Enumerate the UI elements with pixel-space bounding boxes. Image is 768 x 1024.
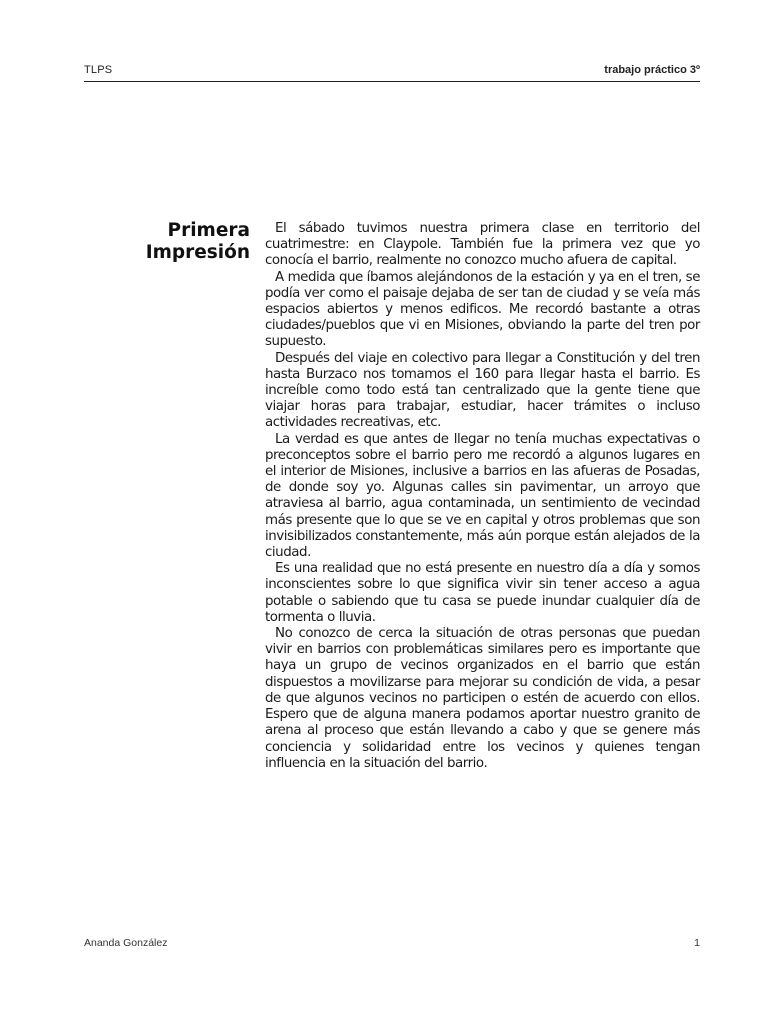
paragraph: El sábado tuvimos nuestra primera clase en territorio del cuatrimestre: en Claypole. También fue la primera vez que yo conocía el barrio, realmente no conozco mucho afuera de capital.	[265, 221, 700, 269]
header-course-label: TLPS	[84, 64, 113, 76]
section-title-line-2: Impresión	[145, 242, 250, 263]
paragraph: A medida que íbamos alejándonos de la estación y ya en el tren, se podía ver como el paisaje dejaba de ser tan de ciudad y se veía más espacios abiertos y menos edificos. Me recordó bastante a otras ciudades/pueblos que vi en Misiones, obviando la parte del tren por supuesto.	[265, 269, 700, 350]
page-header	[84, 62, 700, 82]
footer-page-number: 1	[694, 937, 700, 949]
paragraph: Después del viaje en colectivo para llegar a Constitución y del tren hasta Burzaco nos tomamos el 160 para llegar hasta el barrio. Es increíble como todo está tan centralizado que la gente tiene que viajar horas para trabajar, estudiar, hacer trámites o incluso actividades recreativas, etc.	[265, 350, 700, 431]
header-assignment-label: trabajo práctico 3º	[604, 64, 700, 76]
footer-author: Ananda González	[84, 937, 168, 949]
body-text	[265, 221, 700, 772]
paragraph: Es una realidad que no está presente en nuestro día a día y somos inconscientes sobre lo que significa vivir sin tener acceso a agua potable o sabiendo que tu casa se puede inundar cualquier día de tormenta o lluvia.	[265, 561, 700, 625]
section-title-line-1: Primera	[167, 220, 250, 241]
paragraph: La verdad es que antes de llegar no tenía muchas expectativas o preconceptos sobre el barrio pero me recordó a algunos lugares en el interior de Misiones, inclusive a barrios en las afueras de Posadas, de donde soy yo. Algunas calles sin pavimentar, un arroyo que atraviesa al barrio, agua contaminada, un sentimiento de vecindad más presente que lo que se ve en capital y otros problemas que son invisibilizados constantemente, más aún porque están alejados de la ciudad.	[265, 431, 700, 561]
section-title	[130, 220, 250, 264]
paragraph: No conozco de cerca la situación de otras personas que puedan vivir en barrios con problemáticas similares pero es importante que haya un grupo de vecinos organizados en el barrio que están dispuestos a movilizarse para mejorar su condición de vida, a pesar de que algunos vecinos no participen o estén de acuerdo con ellos. Espero que de alguna manera podamos aportar nuestro granito de arena al proceso que están llevando a cabo y que se genere más conciencia y solidaridad entre los vecinos y quienes tengan influencia en la situación del barrio.	[265, 626, 700, 771]
